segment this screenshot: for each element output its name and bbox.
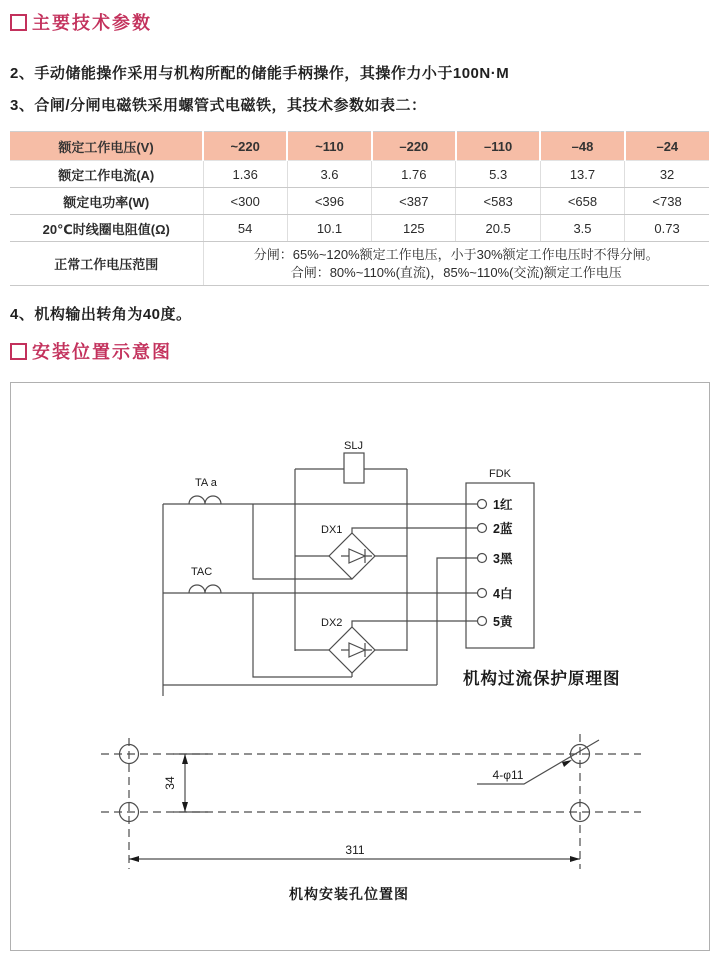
params-table bbox=[10, 131, 709, 286]
section-title: 安装位置示意图 bbox=[32, 342, 172, 362]
table-row-voltage-range: 正常工作电压范围 分闸：65%~120%额定工作电压，小于30%额定工作电压时不得分闸。 合闸：80%~110%(直流)，85%~110%(交流)额定工作电压 bbox=[10, 242, 709, 286]
terminal-2-label: 2蓝 bbox=[493, 522, 513, 536]
fdk-label: FDK bbox=[489, 468, 511, 480]
table-row: 20℃时线圈电阻值(Ω) 54 10.1 125 20.5 3.5 0.73 bbox=[10, 215, 709, 242]
section-title: 主要技术参数 bbox=[32, 13, 152, 33]
dim-34-lines bbox=[173, 754, 208, 812]
square-bullet-icon bbox=[10, 343, 27, 360]
arrow-up-icon bbox=[182, 754, 188, 764]
item-3: 3、合闸/分闸电磁铁采用螺管式电磁铁，其技术参数如表二： bbox=[10, 97, 427, 114]
section-heading-install-position bbox=[10, 338, 172, 364]
dim-34-text: 34 bbox=[163, 776, 177, 790]
tac-label: TAC bbox=[191, 566, 213, 578]
slj-label: SLJ bbox=[344, 440, 363, 452]
schematic-svg bbox=[11, 383, 709, 950]
wire-terminal5 bbox=[352, 621, 477, 627]
hole-count-label: 4-φ11 bbox=[492, 768, 524, 782]
arrow-right-icon bbox=[570, 856, 580, 862]
circuit-caption: 机构过流保护原理图 bbox=[463, 670, 621, 688]
mounting-caption: 机构安装孔位置图 bbox=[289, 886, 409, 902]
wire-terminal2 bbox=[352, 528, 477, 533]
voltage-range-cell bbox=[203, 242, 709, 286]
item-2: 2、手动储能操作采用与机构所配的储能手柄操作，其操作力小于100N·M bbox=[10, 65, 510, 82]
dx2-label: DX2 bbox=[321, 617, 343, 629]
ta-label: TA a bbox=[195, 477, 217, 489]
wire-tac-to-dx2 bbox=[253, 593, 352, 677]
current-transformer-ta-icon bbox=[189, 496, 221, 504]
terminal-3-label: 3黑 bbox=[493, 552, 513, 566]
range-line-close: 合闸：80%~110%(直流)，85%~110%(交流)额定工作电压 bbox=[290, 264, 622, 280]
wire-ta-to-dx1 bbox=[253, 504, 352, 579]
terminal-2-circle bbox=[478, 524, 487, 533]
section-heading-tech-params bbox=[10, 9, 152, 35]
diagram-panel bbox=[10, 382, 710, 951]
arrow-left-icon bbox=[129, 856, 139, 862]
dim-311-text: 311 bbox=[345, 843, 365, 857]
terminal-3-circle bbox=[478, 554, 487, 563]
range-line-open: 分闸：65%~120%额定工作电压，小于30%额定工作电压时不得分闸。 bbox=[253, 246, 659, 262]
dx1-diode-triangle bbox=[349, 549, 365, 563]
terminal-4-label: 4白 bbox=[493, 587, 513, 601]
dx2-diode-triangle bbox=[349, 643, 365, 657]
slj-coil bbox=[344, 453, 364, 483]
terminal-4-circle bbox=[478, 589, 487, 598]
table-row: 额定电功率(W) <300 <396 <387 <583 <658 <738 bbox=[10, 188, 709, 215]
terminal-5-circle bbox=[478, 617, 487, 626]
square-bullet-icon bbox=[10, 14, 27, 31]
terminal-5-label: 5黄 bbox=[493, 615, 513, 629]
current-transformer-tac-icon bbox=[189, 585, 221, 593]
terminal-1-label: 1红 bbox=[493, 498, 513, 512]
table-row: 额定工作电流(A) 1.36 3.6 1.76 5.3 13.7 32 bbox=[10, 161, 709, 188]
terminal-1-circle bbox=[478, 500, 487, 509]
table-row: 额定工作电压(V) ~220 ~110 –220 –110 –48 –24 bbox=[10, 132, 709, 161]
item-4: 4、机构输出转角为40度。 bbox=[10, 306, 192, 323]
dx1-label: DX1 bbox=[321, 524, 343, 536]
arrow-down-icon bbox=[182, 802, 188, 812]
